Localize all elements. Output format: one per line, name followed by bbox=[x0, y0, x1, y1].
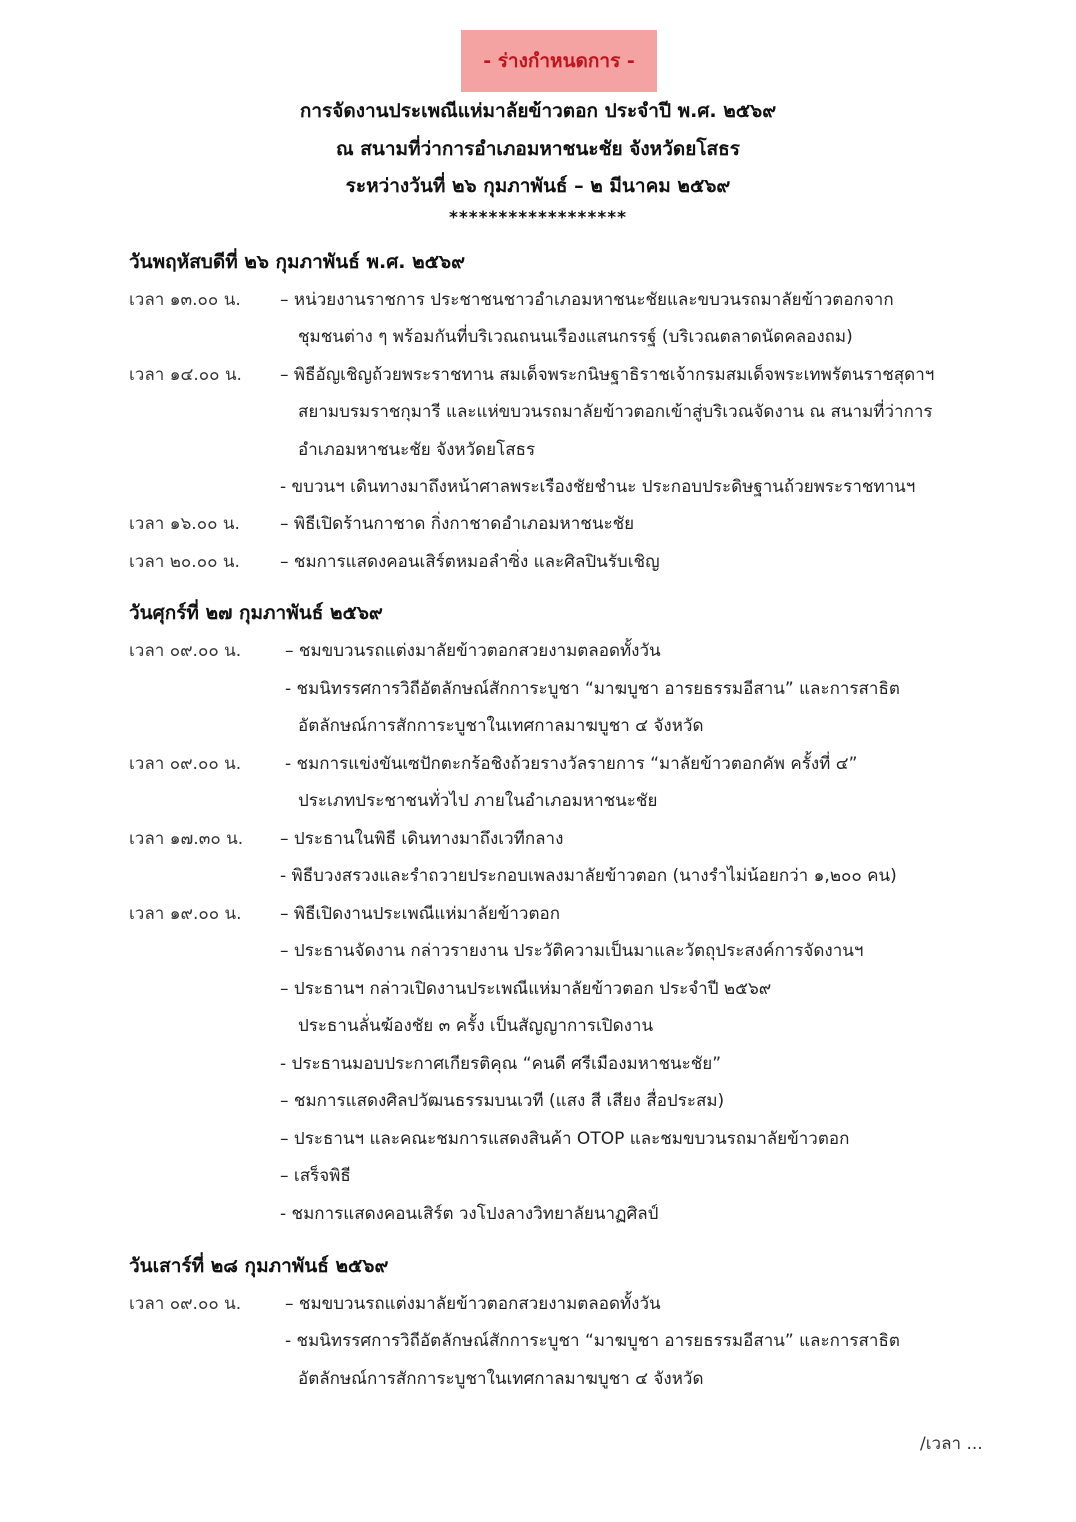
time-label: เวลา ๐๙.๐๐ น. bbox=[129, 1294, 242, 1314]
schedule-item-cont: ประเภทประชาชนทั่วไป ภายในอำเภอมหาชนะชัย bbox=[298, 791, 658, 811]
continued-marker: /เวลา ... bbox=[920, 1434, 983, 1454]
schedule-item: - ชมนิทรรศการวิถีอัตลักษณ์สักการะบูชา “มาฆบูชา อารยธรรมอีสาน” และการสาธิต bbox=[285, 679, 900, 699]
schedule-item: - ชมนิทรรศการวิถีอัตลักษณ์สักการะบูชา “มาฆบูชา อารยธรรมอีสาน” และการสาธิต bbox=[285, 1331, 900, 1351]
event-dates: ระหว่างวันที่ ๒๖ กุมภาพันธ์ – ๒ มีนาคม ๒๕๖๙ bbox=[345, 175, 731, 197]
schedule-item: – ชมการแสดงคอนเสิร์ตหมอลำซิ่ง และศิลปินรับเชิญ bbox=[280, 552, 660, 572]
schedule-item-cont: อัตลักษณ์การสักการะบูชาในเทศกาลมาฆบูชา ๔ จังหวัด bbox=[298, 716, 704, 736]
schedule-item: – ประธานฯ และคณะชมการแสดงสินค้า OTOP และชมขบวนรถมาลัยข้าวตอก bbox=[280, 1129, 850, 1149]
schedule-item: – เสร็จพิธี bbox=[280, 1166, 351, 1186]
schedule-item: – ชมขบวนรถแต่งมาลัยข้าวตอกสวยงามตลอดทั้งวัน bbox=[285, 641, 661, 661]
time-label: เวลา ๐๙.๐๐ น. bbox=[129, 754, 242, 774]
day-heading-28: วันเสาร์ที่ ๒๘ กุมภาพันธ์ ๒๕๖๙ bbox=[129, 1255, 389, 1277]
time-label: เวลา ๐๙.๐๐ น. bbox=[129, 641, 242, 661]
schedule-item: – ชมขบวนรถแต่งมาลัยข้าวตอกสวยงามตลอดทั้งวัน bbox=[285, 1294, 661, 1314]
event-venue: ณ สนามที่ว่าการอำเภอมหาชนะชัย จังหวัดยโสธร bbox=[336, 138, 740, 160]
time-label: เวลา ๑๗.๓๐ น. bbox=[129, 829, 244, 849]
schedule-item-cont: ชุมชนต่าง ๆ พร้อมกันที่บริเวณถนนเรืองแสนกรรฐ์ (บริเวณตลาดนัดคลองถม) bbox=[298, 327, 853, 347]
stars-divider: ****************** bbox=[448, 208, 628, 228]
event-title: การจัดงานประเพณีแห่มาลัยข้าวตอก ประจำปี พ.ศ. ๒๕๖๙ bbox=[299, 100, 777, 122]
schedule-item: – พิธีอัญเชิญถ้วยพระราชทาน สมเด็จพระกนิษฐาธิราชเจ้ากรมสมเด็จพระเทพรัตนราชสุดาฯ bbox=[280, 365, 935, 385]
time-label: เวลา ๑๓.๐๐ น. bbox=[129, 290, 241, 310]
schedule-item-cont: อำเภอมหาชนะชัย จังหวัดยโสธร bbox=[298, 440, 536, 460]
schedule-item: – พิธีเปิดงานประเพณีแห่มาลัยข้าวตอก bbox=[280, 904, 560, 924]
schedule-item-cont: สยามบรมราชกุมารี และแห่ขบวนรถมาลัยข้าวตอกเข้าสู่บริเวณจัดงาน ณ สนามที่ว่าการ bbox=[298, 402, 933, 422]
schedule-item: - ขบวนฯ เดินทางมาถึงหน้าศาลพระเรืองชัยชำนะ ประกอบประดิษฐานถ้วยพระราชทานฯ bbox=[280, 477, 916, 497]
schedule-item: – หน่วยงานราชการ ประชาชนชาวอำเภอมหาชนะชัยและขบวนรถมาลัยข้าวตอกจาก bbox=[280, 290, 894, 310]
day-heading-27: วันศุกร์ที่ ๒๗ กุมภาพันธ์ ๒๕๖๙ bbox=[129, 602, 383, 624]
schedule-item: – ประธานจัดงาน กล่าวรายงาน ประวัติความเป็นมาและวัตถุประสงค์การจัดงานฯ bbox=[280, 941, 864, 961]
draft-schedule-badge: - ร่างกำหนดการ - bbox=[461, 30, 657, 92]
schedule-item: – ประธานในพิธี เดินทางมาถึงเวทีกลาง bbox=[280, 829, 564, 849]
time-label: เวลา ๑๖.๐๐ น. bbox=[129, 514, 240, 534]
time-label: เวลา ๑๙.๐๐ น. bbox=[129, 904, 242, 924]
schedule-item: - ชมการแสดงคอนเสิร์ต วงโปงลางวิทยาลัยนาฏศิลป์ bbox=[280, 1204, 659, 1224]
schedule-item: - ชมการแข่งขันเซปักตะกร้อชิงถ้วยรางวัลรายการ “มาลัยข้าวตอกคัพ ครั้งที่ ๔” bbox=[285, 754, 858, 774]
schedule-item: - พิธีบวงสรวงและรำถวายประกอบเพลงมาลัยข้าวตอก (นางรำไม่น้อยกว่า ๑,๒๐๐ คน) bbox=[280, 866, 897, 886]
schedule-item: – ชมการแสดงศิลปวัฒนธรรมบนเวที (แสง สี เสียง สื่อประสม) bbox=[280, 1091, 725, 1111]
schedule-item-cont: ประธานลั่นฆ้องชัย ๓ ครั้ง เป็นสัญญาการเปิดงาน bbox=[298, 1016, 654, 1036]
day-heading-26: วันพฤหัสบดีที่ ๒๖ กุมภาพันธ์ พ.ศ. ๒๕๖๙ bbox=[129, 251, 466, 273]
time-label: เวลา ๒๐.๐๐ น. bbox=[129, 552, 240, 572]
schedule-item: - ประธานมอบประกาศเกียรติคุณ “คนดี ศรีเมืองมหาชนะชัย” bbox=[280, 1054, 722, 1074]
schedule-item: – ประธานฯ กล่าวเปิดงานประเพณีแห่มาลัยข้าวตอก ประจำปี ๒๕๖๙ bbox=[280, 979, 772, 999]
schedule-item-cont: อัตลักษณ์การสักการะบูชาในเทศกาลมาฆบูชา ๔ จังหวัด bbox=[298, 1369, 704, 1389]
schedule-item: – พิธีเปิดร้านกาชาด กิ่งกาชาดอำเภอมหาชนะชัย bbox=[280, 514, 635, 534]
time-label: เวลา ๑๔.๐๐ น. bbox=[129, 365, 242, 385]
